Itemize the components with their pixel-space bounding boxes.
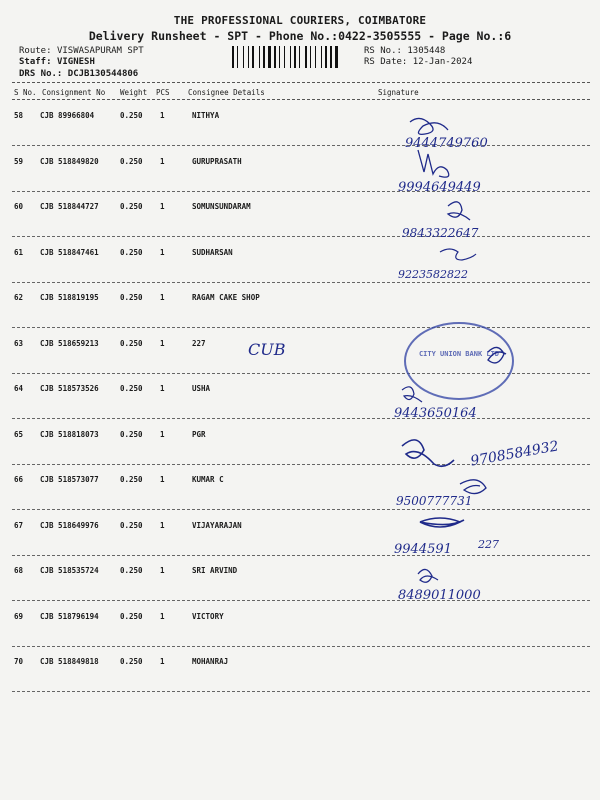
row-pcs: 1 bbox=[160, 247, 165, 257]
row-weight: 0.250 bbox=[120, 338, 143, 348]
row-consignment-no: CJB 518844727 bbox=[40, 202, 99, 211]
barcode-bar bbox=[317, 46, 320, 68]
table-row bbox=[12, 602, 590, 647]
row-sno: 67 bbox=[14, 520, 24, 530]
row-consignee: 227 bbox=[192, 338, 206, 348]
row-weight: 0.250 bbox=[120, 111, 143, 120]
barcode bbox=[232, 46, 352, 68]
row-consignee: SUDHARSAN bbox=[192, 247, 233, 257]
row-sno: 65 bbox=[14, 429, 24, 439]
row-consignment-no: CJB 518535724 bbox=[40, 566, 99, 575]
barcode-bar bbox=[335, 46, 338, 68]
row-consignee: GURUPRASATH bbox=[192, 156, 242, 166]
col-signature: Signature bbox=[378, 88, 419, 97]
barcode-bar bbox=[308, 46, 309, 68]
barcode-bar bbox=[328, 46, 329, 68]
row-weight: 0.250 bbox=[120, 566, 143, 575]
barcode-bar bbox=[323, 46, 324, 68]
handwritten-cub: CUB bbox=[248, 340, 286, 359]
barcode-bar bbox=[305, 46, 307, 68]
barcode-bar bbox=[274, 46, 276, 68]
barcode-bar bbox=[243, 46, 244, 68]
table-row bbox=[12, 192, 590, 237]
route-line bbox=[19, 46, 144, 56]
handwritten-phone-59: 9994649449 bbox=[398, 180, 481, 195]
row-consignment-no: CJB 518573526 bbox=[40, 384, 99, 393]
barcode-bar bbox=[239, 46, 242, 68]
barcode-bar bbox=[299, 46, 300, 68]
rs-date-value: 12-Jan-2024 bbox=[412, 57, 473, 67]
row-consignment-no: CJB 518818073 bbox=[40, 429, 99, 439]
barcode-bar bbox=[277, 46, 278, 68]
barcode-bar bbox=[279, 46, 280, 68]
row-pcs: 1 bbox=[160, 657, 165, 666]
row-consignee: NITHYA bbox=[192, 111, 220, 120]
row-pcs: 1 bbox=[160, 611, 165, 621]
row-sno: 63 bbox=[14, 338, 24, 348]
barcode-bar bbox=[263, 46, 265, 68]
barcode-bar bbox=[261, 46, 262, 68]
table-row bbox=[12, 511, 590, 556]
barcode-bar bbox=[310, 46, 311, 68]
rs-no-label: RS No.: bbox=[364, 46, 402, 56]
row-sno: 70 bbox=[14, 657, 24, 666]
route-label: Route: bbox=[19, 46, 52, 56]
row-weight: 0.250 bbox=[120, 247, 143, 257]
barcode-bar bbox=[290, 46, 291, 68]
row-pcs: 1 bbox=[160, 156, 165, 166]
barcode-bar bbox=[248, 46, 249, 68]
header-divider-top bbox=[12, 82, 590, 83]
row-divider bbox=[12, 691, 590, 692]
col-weight: Weight bbox=[120, 88, 148, 97]
table-row bbox=[12, 147, 590, 192]
row-pcs: 1 bbox=[160, 338, 165, 348]
barcode-bar bbox=[286, 46, 289, 68]
row-weight: 0.250 bbox=[120, 611, 143, 621]
row-pcs: 1 bbox=[160, 111, 165, 120]
drs-value: DCJB130544806 bbox=[67, 69, 139, 79]
row-consignment-no: CJB 518847461 bbox=[40, 247, 99, 257]
row-consignment-no: CJB 518849818 bbox=[40, 657, 99, 666]
row-consignee: SOMUNSUNDARAM bbox=[192, 202, 251, 211]
row-weight: 0.250 bbox=[120, 657, 143, 666]
route-value: VISWASAPURAM SPT bbox=[56, 46, 144, 56]
row-weight: 0.250 bbox=[120, 293, 143, 302]
col-pcs: PCS bbox=[156, 88, 170, 97]
bank-stamp bbox=[404, 322, 514, 400]
col-consignee: Consignee Details bbox=[188, 88, 265, 97]
header-divider-bottom bbox=[12, 99, 590, 100]
row-sno: 61 bbox=[14, 247, 24, 257]
rs-no-value: 1305448 bbox=[407, 46, 446, 56]
handwritten-phone-64: 9443650164 bbox=[394, 406, 477, 421]
row-consignment-no: CJB 518796194 bbox=[40, 611, 99, 621]
table-row bbox=[12, 238, 590, 283]
row-sno: 58 bbox=[14, 111, 24, 120]
handwritten-phone-67: 9944591 bbox=[394, 542, 452, 557]
row-consignee: SRI ARVIND bbox=[192, 566, 238, 575]
row-sno: 64 bbox=[14, 384, 24, 393]
row-sno: 62 bbox=[14, 293, 24, 302]
barcode-bar bbox=[294, 46, 296, 68]
barcode-bar bbox=[281, 46, 283, 68]
handwritten-phone-58: 9444749760 bbox=[405, 136, 488, 151]
row-consignee: PGR bbox=[192, 429, 206, 439]
handwritten-phone-61: 9223582822 bbox=[398, 268, 468, 281]
rs-no-line bbox=[364, 46, 445, 56]
barcode-bar bbox=[315, 46, 316, 68]
row-consignee: RAGAM CAKE SHOP bbox=[192, 293, 260, 302]
barcode-bar bbox=[250, 46, 251, 68]
row-weight: 0.250 bbox=[120, 475, 143, 484]
staff-line bbox=[19, 57, 95, 67]
barcode-bar bbox=[255, 46, 258, 68]
barcode-bar bbox=[297, 46, 298, 68]
barcode-bar bbox=[284, 46, 285, 68]
table-row bbox=[12, 556, 590, 601]
barcode-bar bbox=[237, 46, 238, 68]
row-pcs: 1 bbox=[160, 293, 165, 302]
table-row bbox=[12, 101, 590, 146]
barcode-bar bbox=[333, 46, 334, 68]
row-consignment-no: CJB 518573077 bbox=[40, 475, 99, 484]
barcode-bar bbox=[325, 46, 327, 68]
handwritten-phone-66: 9500777731 bbox=[396, 494, 473, 508]
staff-value: VIGNESH bbox=[56, 57, 95, 67]
drs-line bbox=[19, 69, 138, 79]
barcode-bar bbox=[321, 46, 322, 68]
table-row bbox=[12, 465, 590, 510]
row-consignee: VICTORY bbox=[192, 611, 224, 621]
row-sno: 59 bbox=[14, 156, 24, 166]
barcode-bar bbox=[235, 46, 236, 68]
row-sno: 66 bbox=[14, 475, 24, 484]
table-row bbox=[12, 647, 590, 692]
barcode-bar bbox=[266, 46, 267, 68]
row-consignment-no: CJB 518659213 bbox=[40, 338, 99, 348]
row-weight: 0.250 bbox=[120, 384, 143, 393]
handwritten-note-67: 227 bbox=[478, 538, 499, 551]
row-weight: 0.250 bbox=[120, 156, 143, 166]
handwritten-phone-68: 8489011000 bbox=[398, 588, 481, 603]
row-weight: 0.250 bbox=[120, 429, 143, 439]
row-consignee: VIJAYARAJAN bbox=[192, 520, 242, 530]
barcode-bar bbox=[292, 46, 293, 68]
table-row bbox=[12, 283, 590, 328]
row-consignment-no: CJB 518849820 bbox=[40, 156, 99, 166]
drs-label: DRS No.: bbox=[19, 69, 63, 79]
rs-date-label: RS Date: bbox=[364, 57, 408, 67]
row-pcs: 1 bbox=[160, 566, 165, 575]
row-consignee: USHA bbox=[192, 384, 211, 393]
row-pcs: 1 bbox=[160, 475, 165, 484]
col-consignment: Consignment No bbox=[42, 88, 106, 97]
handwritten-phone-65: 9708584932 bbox=[469, 438, 560, 470]
row-sno: 60 bbox=[14, 202, 24, 211]
barcode-bar bbox=[339, 46, 340, 68]
company-title: THE PROFESSIONAL COURIERS, COIMBATORE bbox=[173, 14, 427, 27]
staff-label: Staff: bbox=[19, 57, 52, 67]
barcode-bar bbox=[245, 46, 247, 68]
row-pcs: 1 bbox=[160, 384, 165, 393]
handwritten-phone-60: 9843322647 bbox=[402, 226, 479, 240]
row-pcs: 1 bbox=[160, 520, 165, 530]
barcode-bar bbox=[252, 46, 254, 68]
row-consignee: MOHANRAJ bbox=[192, 657, 229, 666]
rs-date-line bbox=[364, 57, 472, 67]
row-pcs: 1 bbox=[160, 202, 165, 211]
barcode-bar bbox=[268, 46, 271, 68]
row-sno: 69 bbox=[14, 611, 24, 621]
row-pcs: 1 bbox=[160, 429, 165, 439]
row-consignment-no: CJB 89966804 bbox=[40, 111, 95, 120]
row-consignment-no: CJB 518819195 bbox=[40, 293, 99, 302]
row-consignee: KUMAR C bbox=[192, 475, 224, 484]
stamp-text: CITY UNION BANK LTD bbox=[418, 350, 500, 358]
row-weight: 0.250 bbox=[120, 202, 143, 211]
runsheet-subtitle: Delivery Runsheet - SPT - Phone No.:0422-3505555 - Page No.:6 bbox=[88, 29, 512, 43]
row-sno: 68 bbox=[14, 566, 24, 575]
col-sno: S No. bbox=[14, 88, 37, 97]
row-weight: 0.250 bbox=[120, 520, 143, 530]
barcode-bar bbox=[232, 46, 234, 68]
row-consignment-no: CJB 518649976 bbox=[40, 520, 99, 530]
barcode-bar bbox=[330, 46, 332, 68]
barcode-bar bbox=[301, 46, 304, 68]
barcode-bar bbox=[312, 46, 314, 68]
barcode-bar bbox=[259, 46, 260, 68]
barcode-bar bbox=[272, 46, 273, 68]
